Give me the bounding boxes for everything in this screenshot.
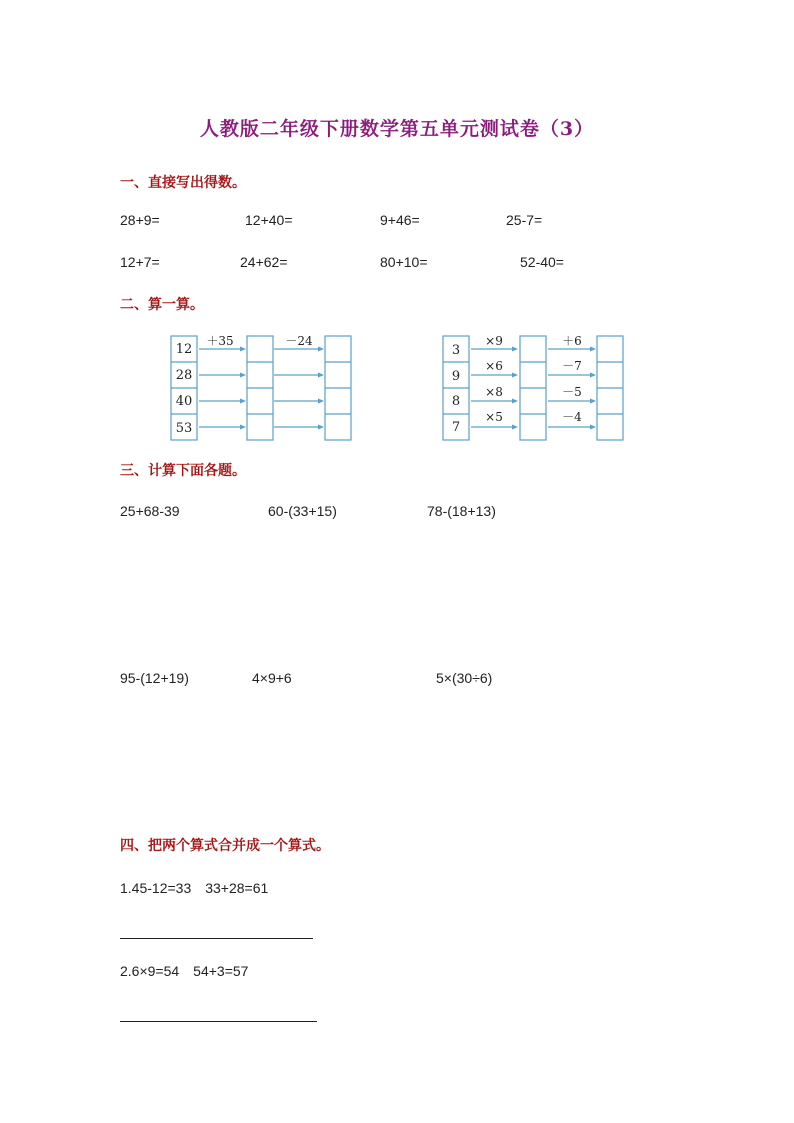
q3-expression: 95-(12+19) <box>120 670 189 686</box>
answer-column[interactable] <box>597 336 623 440</box>
input-number: 53 <box>175 421 193 436</box>
input-number: 12 <box>175 342 193 357</box>
operation-label: －5 <box>562 385 582 399</box>
section-1-heading: 一、直接写出得数。 <box>120 175 246 191</box>
section-4-heading: 四、把两个算式合并成一个算式。 <box>120 838 330 854</box>
q4-item: 2.6×9=54 54+3=57 <box>120 963 249 979</box>
input-number: 9 <box>451 369 461 384</box>
q3-expression: 78-(18+13) <box>427 503 496 519</box>
q1-item: 28+9= <box>120 212 160 228</box>
page-title: 人教版二年级下册数学第五单元测试卷（3） <box>199 118 595 140</box>
input-column-right <box>443 336 469 440</box>
q1-item: 9+46= <box>380 212 420 228</box>
q3-expression: 4×9+6 <box>252 670 292 686</box>
input-number: 3 <box>451 343 461 358</box>
q4-item: 1.45-12=33 33+28=61 <box>120 880 269 896</box>
q3-expression: 25+68-39 <box>120 503 180 519</box>
answer-column[interactable] <box>247 336 273 440</box>
operation-label: ×5 <box>485 410 503 424</box>
answer-column[interactable] <box>325 336 351 440</box>
input-number: 40 <box>175 394 193 409</box>
input-number: 28 <box>175 368 193 383</box>
operation-label: ×8 <box>485 385 503 399</box>
answer-line[interactable] <box>120 1021 317 1022</box>
q1-item: 52-40= <box>520 254 564 270</box>
q3-expression: 5×(30÷6) <box>436 670 493 686</box>
calc-diagram-right <box>440 332 640 442</box>
q1-item: 12+7= <box>120 254 160 270</box>
answer-column[interactable] <box>520 336 546 440</box>
q1-item: 80+10= <box>380 254 428 270</box>
q3-expression: 60-(33+15) <box>268 503 337 519</box>
operation-label: －7 <box>562 359 582 373</box>
section-3-heading: 三、计算下面各题。 <box>120 463 246 479</box>
q1-item: 25-7= <box>506 212 543 228</box>
q1-item: 24+62= <box>240 254 288 270</box>
operation-label: －4 <box>562 410 582 424</box>
calc-diagram-left <box>168 332 368 442</box>
input-number: 8 <box>451 394 461 409</box>
input-number: 7 <box>451 420 461 435</box>
operation-label: ＋6 <box>562 334 582 348</box>
operation-label: ×9 <box>485 334 503 348</box>
section-2-heading: 二、算一算。 <box>120 297 204 313</box>
answer-line[interactable] <box>120 938 313 939</box>
q1-item: 12+40= <box>245 212 293 228</box>
input-column-left <box>171 336 197 440</box>
operation-label: ×6 <box>485 359 503 373</box>
operation-label: －24 <box>285 334 313 348</box>
operation-label: ＋35 <box>206 334 234 348</box>
